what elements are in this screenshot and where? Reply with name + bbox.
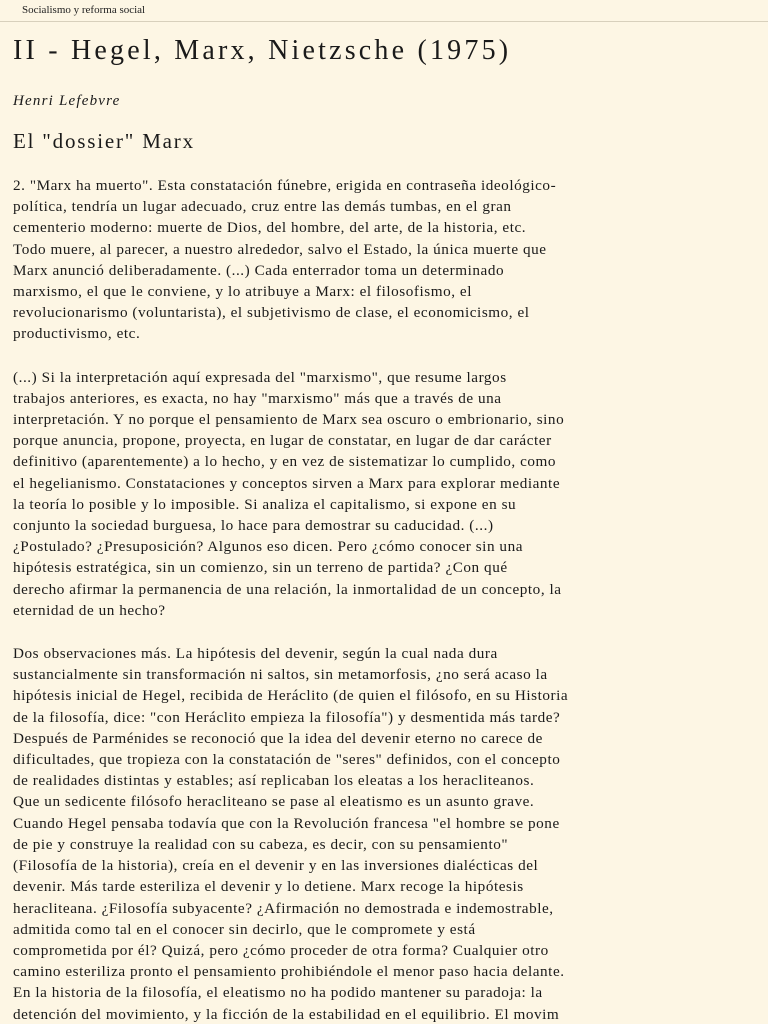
article-body <box>13 175 755 1024</box>
paragraph-line: la teoría lo posible y lo imposible. Si analiza el capitalismo, si expone en su <box>13 495 517 513</box>
section-title: El "dossier" Marx <box>13 129 195 153</box>
paragraph-line: productivismo, etc. <box>13 325 141 343</box>
paragraph-line: 2. "Marx ha muerto". Esta constatación fúnebre, erigida en contraseña ideológico- <box>13 177 557 194</box>
paragraph-line: hipótesis estratégica, sin un comienzo, sin un terreno de partida? ¿Con qué <box>13 559 508 577</box>
paragraph-line: marxismo, el que le conviene, y lo atribuye a Marx: el filosofismo, el <box>13 283 472 301</box>
paragraph <box>13 643 755 1024</box>
site-header-title: Socialismo y reforma social <box>22 4 146 16</box>
paragraph-line: porque anuncia, propone, proyecta, en lugar de constatar, en lugar de dar carácter <box>13 432 552 450</box>
paragraph-line: sustancialmente sin transformación ni saltos, sin metamorfosis, ¿no será acaso la <box>13 666 548 684</box>
paragraph-line: de pie y construye la realidad con su cabeza, es decir, con su pensamiento" <box>13 835 509 853</box>
paragraph-line: comprometida por él? Quizá, pero ¿cómo proceder de otra forma? Cualquier otro <box>13 941 549 959</box>
paragraph-line: heracliteana. ¿Filosofía subyacente? ¿Afirmación no demostrada e indemostrable, <box>13 899 554 917</box>
paragraph-line: derecho afirmar la permanencia de una relación, la inmortalidad de un concepto, la <box>13 580 562 598</box>
paragraph-line: detención del movimiento, y la ficción de la estabilidad en el equilibrio. El movim <box>13 1005 560 1023</box>
article-author: Henri Lefebvre <box>13 93 121 109</box>
paragraph-line: Después de Parménides se reconoció que la idea del devenir eterno no carece de <box>13 729 543 747</box>
paragraph-line: política, tendría un lugar adecuado, cruz entre las demás tumbas, en el gran <box>13 198 512 216</box>
paragraph-line: revolucionarismo (voluntarista), el subjetivismo de clase, el economicismo, el <box>13 304 530 322</box>
paragraph <box>13 175 755 345</box>
paragraph-line: hipótesis inicial de Hegel, recibida de Heráclito (de quien el filósofo, en su Historia <box>13 687 569 705</box>
paragraph-line: interpretación. Y no porque el pensamiento de Marx sea oscuro o embrionario, sino <box>13 411 565 429</box>
paragraph-line: Todo muere, al parecer, a nuestro alrededor, salvo el Estado, la única muerte que <box>13 240 547 258</box>
paragraph-line: ¿Postulado? ¿Presuposición? Algunos eso dicen. Pero ¿cómo conocer sin una <box>13 538 524 556</box>
paragraph-line: Que un sedicente filósofo heracliteano se pase al eleatismo es un asunto grave. <box>13 793 535 811</box>
header-divider <box>0 21 768 22</box>
paragraph-line: camino esteriliza pronto el pensamiento prohibiéndole el menor paso hacia delante. <box>13 963 565 981</box>
paragraph-line: dificultades, que tropieza con la constatación de "seres" definidos, con el concepto <box>13 751 561 769</box>
paragraph-line: conjunto la sociedad burguesa, lo hace para demostrar su caducidad. (...) <box>13 517 494 535</box>
paragraph-line: definitivo (aparentemente) a lo hecho, y en vez de sistematizar lo cumplido, como <box>13 453 557 471</box>
paragraph-line: (...) Si la interpretación aquí expresada del "marxismo", que resume largos <box>13 368 507 386</box>
paragraph-line: cementerio moderno: muerte de Dios, del hombre, del arte, de la historia, etc. <box>13 219 527 237</box>
article <box>13 33 755 1024</box>
article-title: II - Hegel, Marx, Nietzsche (1975) <box>13 35 512 66</box>
paragraph-line: el hegelianismo. Constataciones y conceptos sirven a Marx para explorar mediante <box>13 474 561 492</box>
paragraph-line: trabajos anteriores, es exacta, no hay "marxismo" más que a través de una <box>13 389 502 407</box>
paragraph-line: admitida como tal en el conocer sin decirlo, que le compromete y está <box>13 920 476 938</box>
paragraph-line: devenir. Más tarde esteriliza el devenir y lo detiene. Marx recoge la hipótesis <box>13 878 524 896</box>
paragraph-line: de la filosofía, dice: "con Heráclito empieza la filosofía") y desmentida más tarde? <box>13 708 561 726</box>
paragraph <box>13 367 755 621</box>
paragraph-line: Cuando Hegel pensaba todavía que con la Revolución francesa "el hombre se pone <box>13 814 560 832</box>
paragraph-line: (Filosofía de la historia), creía en el devenir y en las inversiones dialécticas del <box>13 857 539 875</box>
paragraph-line: En la historia de la filosofía, el eleatismo no ha podido mantener su paradoja: la <box>13 984 543 1002</box>
paragraph-line: Dos observaciones más. La hipótesis del devenir, según la cual nada dura <box>13 645 498 663</box>
paragraph-line: eternidad de un hecho? <box>13 601 166 619</box>
paragraph-line: de realidades distintas y estables; así replicaban los eleatas a los heracliteanos. <box>13 772 535 790</box>
paragraph-line: Marx anunció deliberadamente. (...) Cada enterrador toma un determinado <box>13 261 505 279</box>
